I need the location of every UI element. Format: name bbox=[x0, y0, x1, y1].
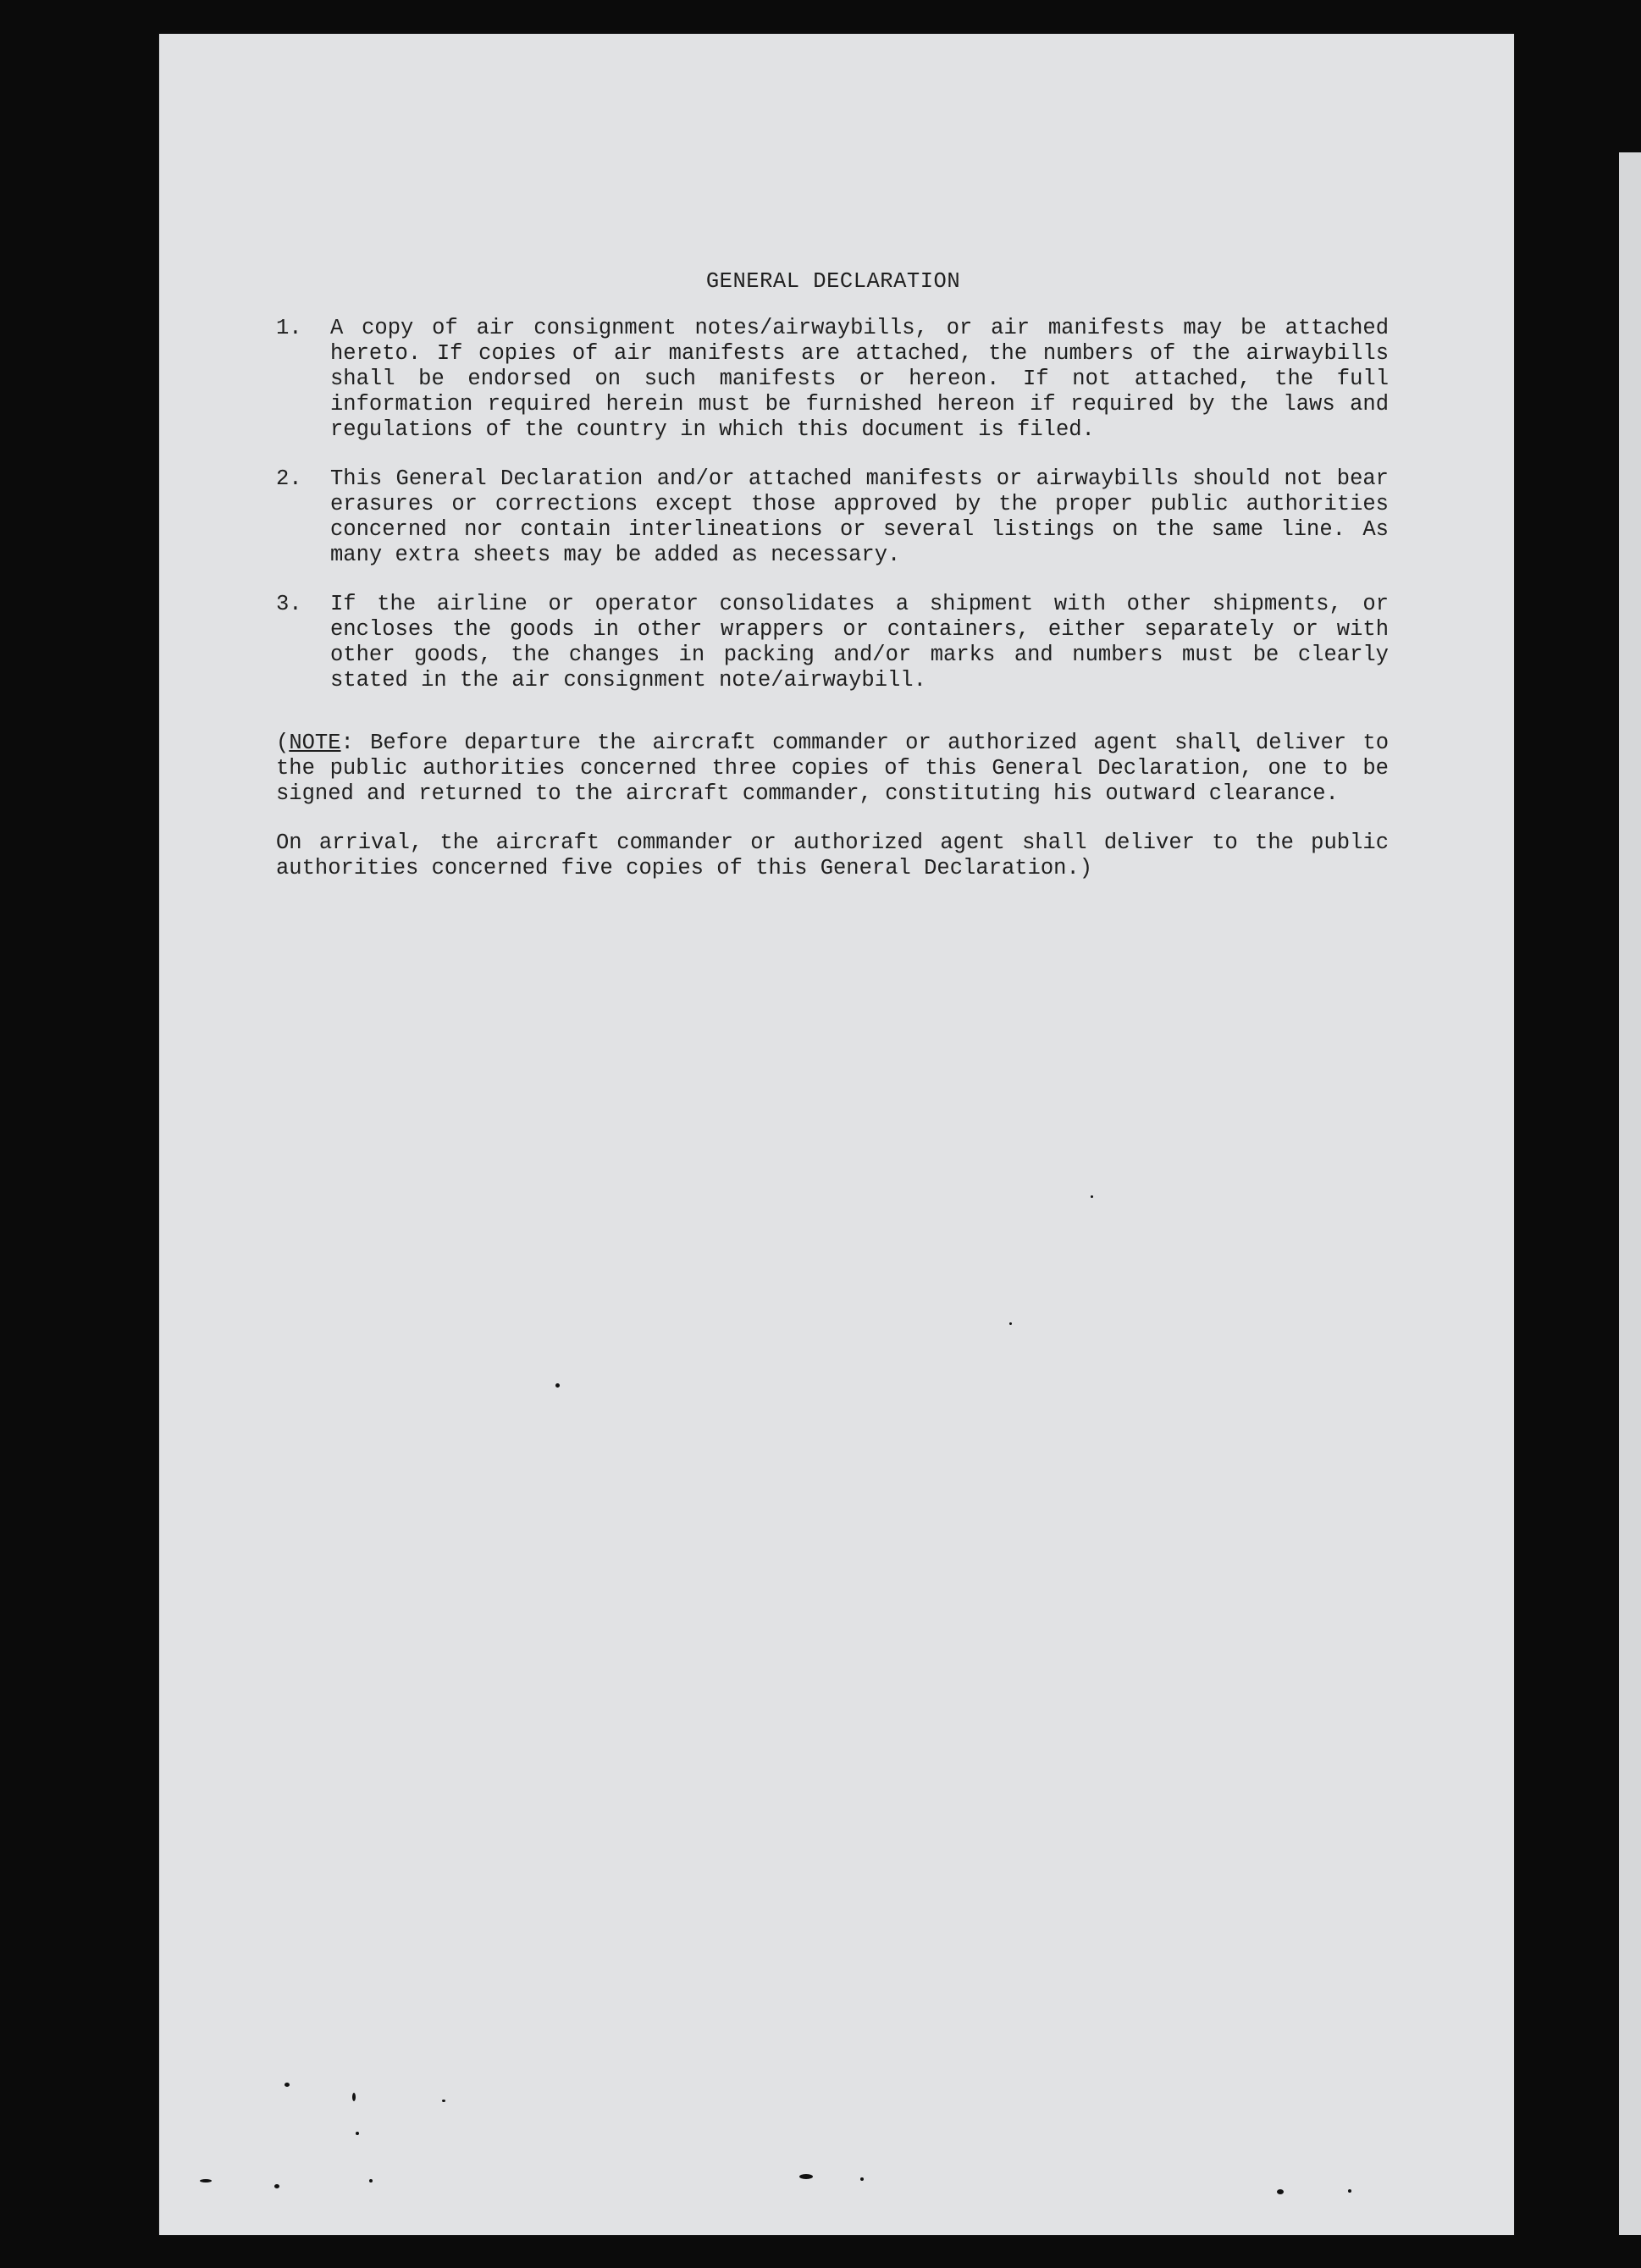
scan-speck bbox=[285, 2083, 290, 2087]
note-colon: : bbox=[340, 731, 354, 755]
scan-speck bbox=[860, 2177, 864, 2181]
item-number: 3. bbox=[276, 592, 302, 616]
note-label: NOTE bbox=[289, 731, 341, 755]
list-item bbox=[276, 466, 1389, 568]
general-declaration-document bbox=[276, 269, 1389, 881]
adjacent-page-edge bbox=[1619, 152, 1641, 2235]
note-open-paren: ( bbox=[276, 731, 290, 755]
item-text: A copy of air consignment notes/airwaybills, or air manifests may be attached hereto. If copies of air manifests are attached, the numbers of the airwaybills shall be endorsed on such manifests or hereon. If not attached, the full information required herein must be furnished hereon if required by the laws and regulations of the country in which this document is filed. bbox=[330, 316, 1389, 442]
scan-speck bbox=[1009, 1322, 1012, 1325]
scan-speck bbox=[1277, 2189, 1284, 2194]
arrival-note: On arrival, the aircraft commander or authorized agent shall deliver to the public authorities concerned five copies of this General Declaration.) bbox=[276, 830, 1389, 880]
note-text: Before departure the aircraft commander or authorized agent shall deliver to the public authorities concerned three copies of this General Declaration, one to be signed and returned to the aircraft commander, constituting his outward clearance. bbox=[276, 731, 1389, 806]
item-text: If the airline or operator consolidates a shipment with other shipments, or encloses the goods in other wrappers or containers, either separately or with other goods, the changes in packing and/or marks and numbers must be clearly stated in the air consignment note/airwaybill. bbox=[330, 592, 1389, 693]
scan-speck bbox=[1091, 1195, 1093, 1198]
scan-speck bbox=[200, 2179, 212, 2182]
list-item bbox=[276, 592, 1389, 693]
scan-speck bbox=[356, 2132, 359, 2135]
item-number: 2. bbox=[276, 466, 302, 491]
scan-speck bbox=[274, 2184, 279, 2188]
scan-speck bbox=[369, 2179, 373, 2182]
scan-speck bbox=[442, 2100, 445, 2102]
document-title: GENERAL DECLARATION bbox=[705, 269, 961, 294]
departure-note bbox=[276, 731, 1389, 807]
item-text: This General Declaration and/or attached manifests or airwaybills should not bear erasures or corrections except those approved by the proper public authorities concerned nor contain interlineations or several listings on the same line. As many extra sheets may be added as necessary. bbox=[330, 466, 1389, 567]
scan-speck bbox=[1348, 2189, 1351, 2193]
scan-speck bbox=[352, 2093, 356, 2101]
scan-speck bbox=[555, 1383, 560, 1388]
scan-speck bbox=[799, 2174, 813, 2179]
item-number: 1. bbox=[276, 316, 302, 340]
list-item bbox=[276, 316, 1389, 443]
